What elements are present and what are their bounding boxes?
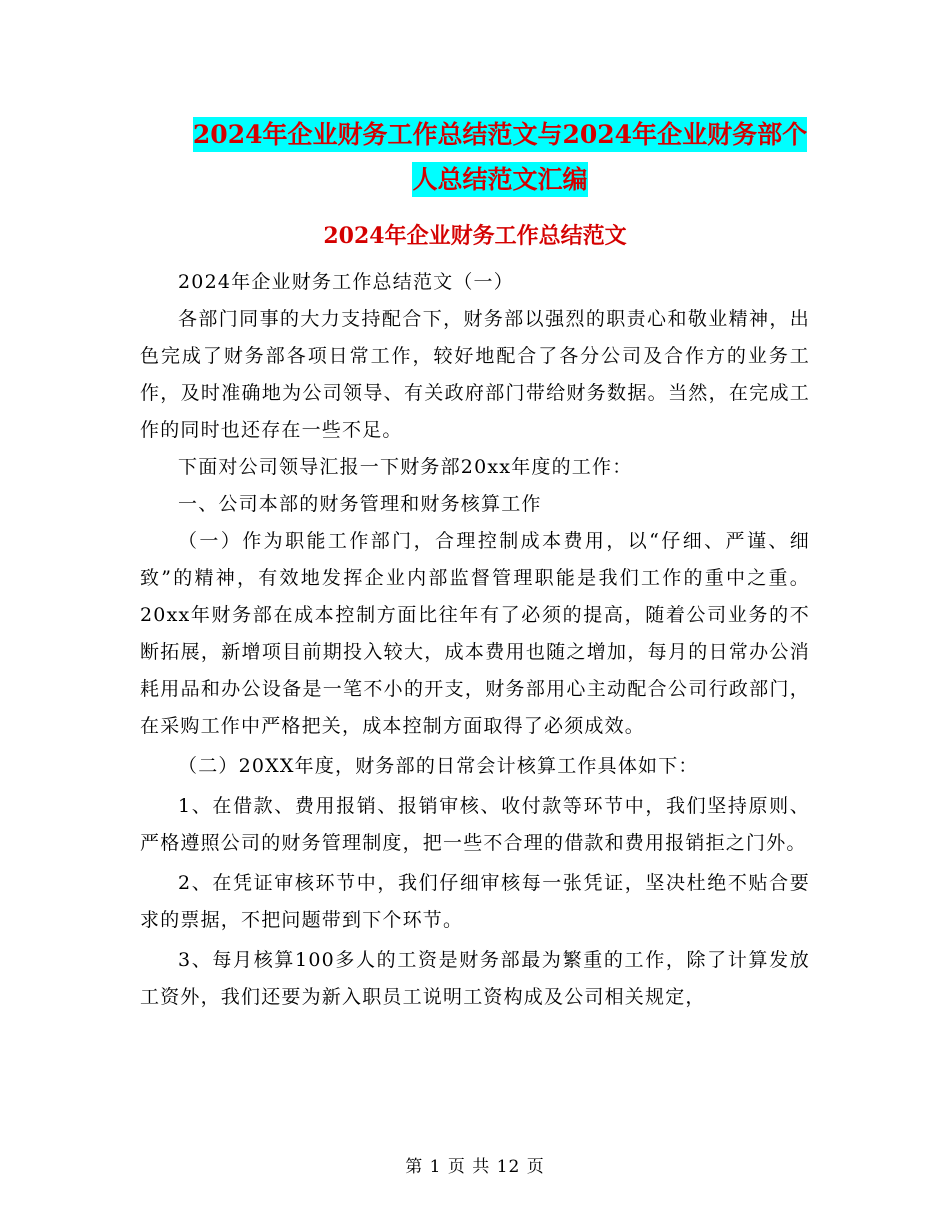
paragraph: 一、公司本部的财务管理和财务核算工作 — [178, 493, 542, 515]
document-title-line-2: 人总结范文汇编 — [412, 162, 587, 197]
document-title-line-1: 2024年企业财务工作总结范文与2024年企业财务部个 — [193, 117, 807, 152]
paragraph: 3、每月核算100多人的工资是财务部最为繁重的工作，除了计算发放工资外，我们还要为新入职员工说明工资构成及公司相关规定， — [140, 949, 810, 1008]
paragraph: 1、在借款、费用报销、报销审核、收付款等环节中，我们坚持原则、严格遵照公司的财务管理制度，把一些不合理的借款和费用报销拒之门外。 — [140, 795, 810, 854]
paragraph: （一）作为职能工作部门，合理控制成本费用，以“仔细、严谨、细致”的精神，有效地发挥企业内部监督管理职能是我们工作的重中之重。20xx年财务部在成本控制方面比往年有了必须的提高，随着公司业务的不断拓展，新增项目前期投入较大，成本费用也随之增加，每月的日常办公消耗用品和办公设备是一笔不小的开支，财务部用心主动配合公司行政部门，在采购工作中严格把关，成本控制方面取得了必须成效。 — [140, 530, 810, 737]
section-title: 2024年企业财务工作总结范文 — [323, 223, 627, 249]
paragraph: 2、在凭证审核环节中，我们仔细审核每一张凭证，坚决杜绝不贴合要求的票据，不把问题带到下个环节。 — [140, 872, 810, 931]
paragraph: 各部门同事的大力支持配合下，财务部以强烈的职责心和敬业精神，出色完成了财务部各项日常工作，较好地配合了各分公司及合作方的业务工作，及时准确地为公司领导、有关政府部门带给财务数据。当然，在完成工作的同时也还存在一些不足。 — [140, 308, 810, 441]
paragraph: 下面对公司领导汇报一下财务部20xx年度的工作： — [178, 456, 633, 478]
paragraph: 2024年企业财务工作总结范文（一） — [178, 271, 514, 293]
document-body — [140, 264, 810, 1016]
paragraph: （二）20XX年度，财务部的日常会计核算工作具体如下： — [178, 755, 699, 777]
document-title — [140, 112, 860, 202]
page-footer: 第 1 页 共 12 页 — [405, 1157, 545, 1177]
